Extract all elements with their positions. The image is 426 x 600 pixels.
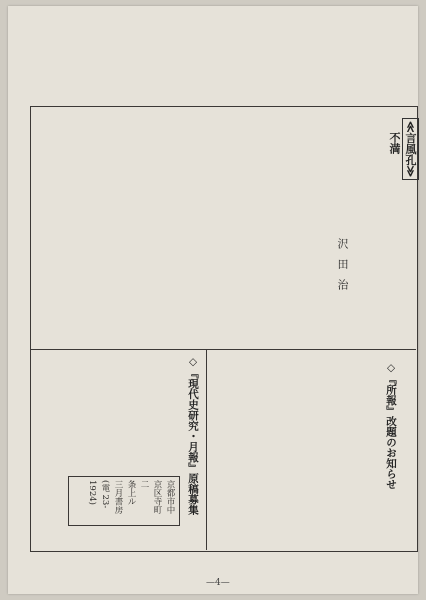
horizontal-divider bbox=[30, 349, 416, 350]
article-heading bbox=[386, 118, 418, 180]
document-page bbox=[8, 6, 418, 594]
article-title: ≪言風孔≫ bbox=[402, 118, 419, 180]
address-line: 京都市中京区寺町二 bbox=[139, 480, 175, 514]
notice-recruit-title: ◇『現代史研究・月報』原稿募集 bbox=[187, 356, 199, 515]
address-line: 三月書房 bbox=[113, 480, 123, 514]
article-subtitle: 不満 bbox=[388, 132, 401, 154]
notice-rename-title: ◇『所報』改題のお知らせ bbox=[385, 362, 397, 490]
address-line: (電 23-1924) bbox=[87, 480, 110, 509]
article-author: 沢 田 治 bbox=[336, 238, 349, 293]
address-line: 条上ル bbox=[126, 480, 136, 506]
vertical-divider bbox=[206, 349, 207, 550]
page-number: —4— bbox=[206, 578, 230, 588]
publisher-address-box bbox=[68, 476, 180, 526]
